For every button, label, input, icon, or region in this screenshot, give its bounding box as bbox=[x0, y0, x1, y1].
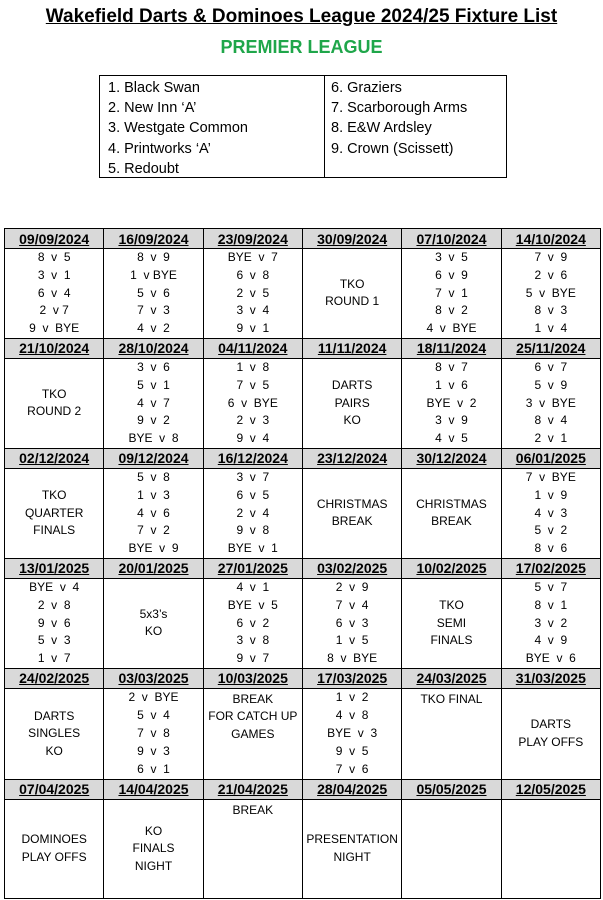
match-entry: 5 v 3 bbox=[37, 633, 71, 648]
match-entry: 9 v 4 bbox=[236, 431, 270, 446]
fixture-date: 09/12/2024 bbox=[104, 448, 203, 468]
team-entry: 2. New Inn ‘A’ bbox=[108, 100, 197, 117]
match-entry: 7 v 9 bbox=[534, 250, 568, 264]
match-entry: 3 v 9 bbox=[435, 413, 468, 428]
match-entry: 7 v 8 bbox=[137, 726, 170, 741]
fixture-cell bbox=[302, 249, 401, 339]
fixture-cell bbox=[501, 249, 600, 339]
fixture-date: 06/01/2025 bbox=[501, 448, 600, 468]
fixture-cell bbox=[402, 468, 501, 558]
team-entry: 5. Redoubt bbox=[108, 160, 179, 177]
match-entry: 6 v 3 bbox=[335, 615, 369, 630]
match-entry: 7 v BYE bbox=[525, 469, 576, 484]
match-entry: 8 v 9 bbox=[137, 250, 170, 264]
fixture-date: 10/03/2025 bbox=[203, 668, 302, 688]
match-entry: 1 v BYE bbox=[130, 267, 177, 282]
match-entry: 5 v 8 bbox=[137, 469, 170, 484]
fixture-row bbox=[5, 358, 601, 448]
match-entry: 7 v 3 bbox=[137, 303, 170, 318]
date-header-row bbox=[5, 668, 601, 688]
fixture-row bbox=[5, 799, 601, 898]
match-entry: 9 v 2 bbox=[137, 413, 170, 428]
fixture-date: 20/01/2025 bbox=[104, 558, 203, 578]
match-entry: 6 v 7 bbox=[534, 359, 568, 374]
match-entry: 9 v 7 bbox=[236, 651, 270, 666]
fixture-cell bbox=[501, 358, 600, 448]
fixture-cell bbox=[203, 688, 302, 779]
match-entry: 7 v 2 bbox=[137, 523, 170, 538]
fixture-date: 07/04/2025 bbox=[5, 779, 104, 799]
fixture-date: 21/04/2025 bbox=[203, 779, 302, 799]
match-entry: 8 v 2 bbox=[435, 303, 468, 318]
event-note: TKO SEMI FINALS bbox=[430, 598, 473, 648]
fixture-date: 27/01/2025 bbox=[203, 558, 302, 578]
fixture-date: 14/04/2025 bbox=[104, 779, 203, 799]
fixture-cell bbox=[302, 578, 401, 668]
fixture-cell bbox=[203, 799, 302, 898]
fixture-cell bbox=[203, 578, 302, 668]
fixture-cell bbox=[5, 468, 104, 558]
match-entry: 7 v 6 bbox=[335, 761, 369, 776]
event-note: KO FINALS NIGHT bbox=[132, 823, 175, 873]
match-entry: 5 v 4 bbox=[137, 708, 170, 723]
match-entry: 1 v 5 bbox=[335, 633, 369, 648]
fixture-table bbox=[4, 228, 601, 899]
fixture-date: 09/09/2024 bbox=[5, 229, 104, 249]
match-entry: 2 v 1 bbox=[534, 431, 568, 446]
match-entry: BYE v 6 bbox=[525, 651, 576, 666]
match-entry: 7 v 4 bbox=[335, 597, 369, 612]
fixture-cell bbox=[501, 799, 600, 898]
fixture-date: 25/11/2024 bbox=[501, 338, 600, 358]
match-entry: 4 v 1 bbox=[236, 579, 270, 594]
fixture-cell bbox=[104, 468, 203, 558]
match-entry: 2 v 3 bbox=[236, 413, 270, 428]
match-entry: 9 v 3 bbox=[137, 743, 170, 758]
fixture-date: 23/09/2024 bbox=[203, 229, 302, 249]
teams-column-1 bbox=[100, 76, 325, 177]
match-entry: 1 v 9 bbox=[534, 487, 568, 502]
match-entry: 4 v 9 bbox=[534, 633, 568, 648]
fixture-cell bbox=[402, 688, 501, 779]
fixture-cell bbox=[302, 468, 401, 558]
fixture-cell bbox=[5, 358, 104, 448]
event-note: TKO FINAL bbox=[420, 691, 483, 706]
fixture-date: 21/10/2024 bbox=[5, 338, 104, 358]
fixture-row bbox=[5, 249, 601, 339]
match-entry: 2 v 9 bbox=[335, 579, 369, 594]
match-entry: 8 v 3 bbox=[534, 303, 568, 318]
fixture-cell bbox=[302, 358, 401, 448]
match-entry: 4 v 2 bbox=[137, 321, 170, 336]
fixture-cell bbox=[104, 799, 203, 898]
match-entry: 4 v 3 bbox=[534, 505, 568, 520]
fixture-cell bbox=[104, 578, 203, 668]
match-entry: 5 v BYE bbox=[525, 285, 576, 300]
fixture-date: 31/03/2025 bbox=[501, 668, 600, 688]
fixture-date: 03/03/2025 bbox=[104, 668, 203, 688]
fixture-date: 03/02/2025 bbox=[302, 558, 401, 578]
fixture-row bbox=[5, 578, 601, 668]
fixture-cell bbox=[302, 688, 401, 779]
fixture-cell bbox=[203, 249, 302, 339]
match-entry: BYE v 4 bbox=[29, 579, 80, 594]
fixture-cell bbox=[501, 578, 600, 668]
fixture-cell bbox=[402, 799, 501, 898]
team-entry: 3. Westgate Common bbox=[108, 120, 248, 137]
event-note: DOMINOES PLAY OFFS bbox=[21, 832, 87, 864]
match-entry: 1 v 3 bbox=[137, 487, 170, 502]
event-note: TKO ROUND 2 bbox=[27, 386, 82, 419]
match-entry: BYE v 8 bbox=[128, 431, 179, 446]
match-entry: 4 v 5 bbox=[435, 431, 468, 446]
event-note: DARTS PAIRS KO bbox=[331, 378, 373, 428]
match-entry: 1 v 4 bbox=[534, 321, 568, 336]
event-note: CHRISTMAS BREAK bbox=[416, 496, 487, 529]
match-entry: 6 v 9 bbox=[435, 267, 468, 282]
team-entry: 1. Black Swan bbox=[108, 80, 200, 96]
match-entry: 3 v 8 bbox=[236, 633, 270, 648]
league-subtitle: PREMIER LEAGUE bbox=[220, 37, 383, 57]
match-entry: 3 v 6 bbox=[137, 359, 170, 374]
match-entry: 4 v 6 bbox=[137, 505, 170, 520]
match-entry: 2 v 7 bbox=[39, 303, 69, 318]
match-entry: 9 v 8 bbox=[236, 523, 270, 538]
match-entry: 7 v 1 bbox=[435, 285, 468, 300]
match-entry: 3 v 5 bbox=[435, 250, 468, 264]
fixture-date: 07/10/2024 bbox=[402, 229, 501, 249]
event-note: TKO ROUND 1 bbox=[325, 276, 380, 309]
fixture-date: 17/02/2025 bbox=[501, 558, 600, 578]
match-entry: BYE v 9 bbox=[128, 541, 179, 556]
date-header-row bbox=[5, 558, 601, 578]
fixture-date: 24/02/2025 bbox=[5, 668, 104, 688]
fixture-date: 11/11/2024 bbox=[302, 338, 401, 358]
fixture-date: 16/12/2024 bbox=[203, 448, 302, 468]
match-entry: 8 v 5 bbox=[37, 250, 71, 264]
match-entry: 5 v 6 bbox=[137, 285, 170, 300]
match-entry: 3 v 1 bbox=[37, 267, 71, 282]
match-entry: BYE v 3 bbox=[327, 726, 378, 741]
fixture-date: 18/11/2024 bbox=[402, 338, 501, 358]
match-entry: 8 v 4 bbox=[534, 413, 568, 428]
match-entry: 3 v BYE bbox=[525, 395, 576, 410]
fixture-cell bbox=[402, 358, 501, 448]
fixture-cell bbox=[5, 688, 104, 779]
fixture-date: 14/10/2024 bbox=[501, 229, 600, 249]
fixture-date: 28/04/2025 bbox=[302, 779, 401, 799]
fixture-cell bbox=[203, 358, 302, 448]
match-entry: 6 v 8 bbox=[236, 267, 270, 282]
fixture-date: 05/05/2025 bbox=[402, 779, 501, 799]
match-entry: 1 v 6 bbox=[435, 377, 468, 392]
team-entry: 6. Graziers bbox=[331, 80, 402, 96]
match-entry: 5 v 2 bbox=[534, 523, 568, 538]
match-entry: 2 v 5 bbox=[236, 285, 270, 300]
match-entry: BYE v 7 bbox=[227, 250, 278, 264]
fixture-date: 02/12/2024 bbox=[5, 448, 104, 468]
match-entry: 2 v 4 bbox=[236, 505, 270, 520]
match-entry: 1 v 2 bbox=[335, 690, 369, 705]
match-entry: 8 v 7 bbox=[435, 359, 468, 374]
fixture-cell bbox=[104, 249, 203, 339]
fixture-date: 12/05/2025 bbox=[501, 779, 600, 799]
team-entry: 8. E&W Ardsley bbox=[331, 120, 432, 137]
match-entry: 2 v 8 bbox=[37, 597, 71, 612]
event-note: DARTS PLAY OFFS bbox=[518, 717, 584, 749]
date-header-row bbox=[5, 779, 601, 799]
date-header-row bbox=[5, 229, 601, 249]
match-entry: 4 v 8 bbox=[335, 708, 369, 723]
fixture-cell bbox=[501, 688, 600, 779]
match-entry: 6 v BYE bbox=[227, 395, 278, 410]
event-note: CHRISTMAS BREAK bbox=[316, 496, 388, 529]
match-entry: 3 v 7 bbox=[236, 469, 270, 484]
match-entry: 9 v 1 bbox=[236, 321, 270, 336]
event-note: 5x3’s KO bbox=[139, 606, 168, 639]
fixture-date: 24/03/2025 bbox=[402, 668, 501, 688]
match-entry: 6 v 4 bbox=[37, 285, 71, 300]
match-entry: 5 v 9 bbox=[534, 377, 568, 392]
match-entry: 6 v 2 bbox=[236, 615, 270, 630]
match-entry: 1 v 8 bbox=[236, 359, 270, 374]
fixture-row bbox=[5, 468, 601, 558]
match-entry: 7 v 5 bbox=[236, 377, 270, 392]
match-entry: 3 v 2 bbox=[534, 615, 568, 630]
fixture-date: 30/12/2024 bbox=[402, 448, 501, 468]
match-entry: 6 v 5 bbox=[236, 487, 270, 502]
match-entry: 9 v BYE bbox=[29, 321, 80, 336]
match-entry: BYE v 5 bbox=[227, 597, 278, 612]
fixture-cell bbox=[302, 799, 401, 898]
fixture-cell bbox=[104, 688, 203, 779]
match-entry: 2 v 6 bbox=[534, 267, 568, 282]
match-entry: 3 v 4 bbox=[236, 303, 270, 318]
fixture-cell bbox=[402, 249, 501, 339]
fixture-date: 13/01/2025 bbox=[5, 558, 104, 578]
match-entry: 6 v 1 bbox=[137, 761, 170, 776]
fixture-date: 16/09/2024 bbox=[104, 229, 203, 249]
event-note: TKO QUARTER FINALS bbox=[24, 488, 84, 538]
fixture-cell bbox=[104, 358, 203, 448]
match-entry: 8 v BYE bbox=[327, 651, 378, 666]
fixture-date: 17/03/2025 bbox=[302, 668, 401, 688]
teams-column-2 bbox=[325, 76, 506, 177]
fixture-cell bbox=[5, 799, 104, 898]
event-note: BREAK FOR CATCH UP GAMES bbox=[208, 691, 298, 741]
match-entry: 8 v 1 bbox=[534, 597, 568, 612]
fixture-cell bbox=[5, 578, 104, 668]
team-entry: 9. Crown (Scissett) bbox=[331, 140, 454, 157]
match-entry: BYE v 2 bbox=[426, 395, 477, 410]
fixture-date: 30/09/2024 bbox=[302, 229, 401, 249]
match-entry: 8 v 6 bbox=[534, 541, 568, 556]
match-entry: 9 v 6 bbox=[37, 615, 71, 630]
page-title: Wakefield Darts & Dominoes League 2024/25 Fixture List bbox=[45, 6, 558, 27]
fixture-date: 04/11/2024 bbox=[203, 338, 302, 358]
fixture-cell bbox=[203, 468, 302, 558]
match-entry: BYE v 1 bbox=[227, 541, 278, 556]
match-entry: 9 v 5 bbox=[335, 743, 369, 758]
team-entry: 4. Printworks ‘A’ bbox=[108, 140, 211, 157]
fixture-cell bbox=[501, 468, 600, 558]
team-entry: 7. Scarborough Arms bbox=[331, 100, 468, 117]
fixture-cell bbox=[5, 249, 104, 339]
event-note: BREAK bbox=[232, 802, 274, 817]
match-entry: 5 v 1 bbox=[137, 377, 170, 392]
event-note: PRESENTATION NIGHT bbox=[306, 832, 398, 864]
fixture-date: 23/12/2024 bbox=[302, 448, 401, 468]
fixture-date: 10/02/2025 bbox=[402, 558, 501, 578]
match-entry: 2 v BYE bbox=[128, 690, 179, 705]
fixture-row bbox=[5, 688, 601, 779]
date-header-row bbox=[5, 338, 601, 358]
match-entry: 4 v BYE bbox=[426, 321, 477, 336]
fixture-date: 28/10/2024 bbox=[104, 338, 203, 358]
match-entry: 5 v 7 bbox=[534, 579, 568, 594]
match-entry: 1 v 7 bbox=[37, 651, 71, 666]
fixture-cell bbox=[402, 578, 501, 668]
event-note: DARTS SINGLES KO bbox=[28, 708, 81, 758]
match-entry: 4 v 7 bbox=[137, 395, 170, 410]
date-header-row bbox=[5, 448, 601, 468]
teams-key-box bbox=[99, 75, 507, 178]
